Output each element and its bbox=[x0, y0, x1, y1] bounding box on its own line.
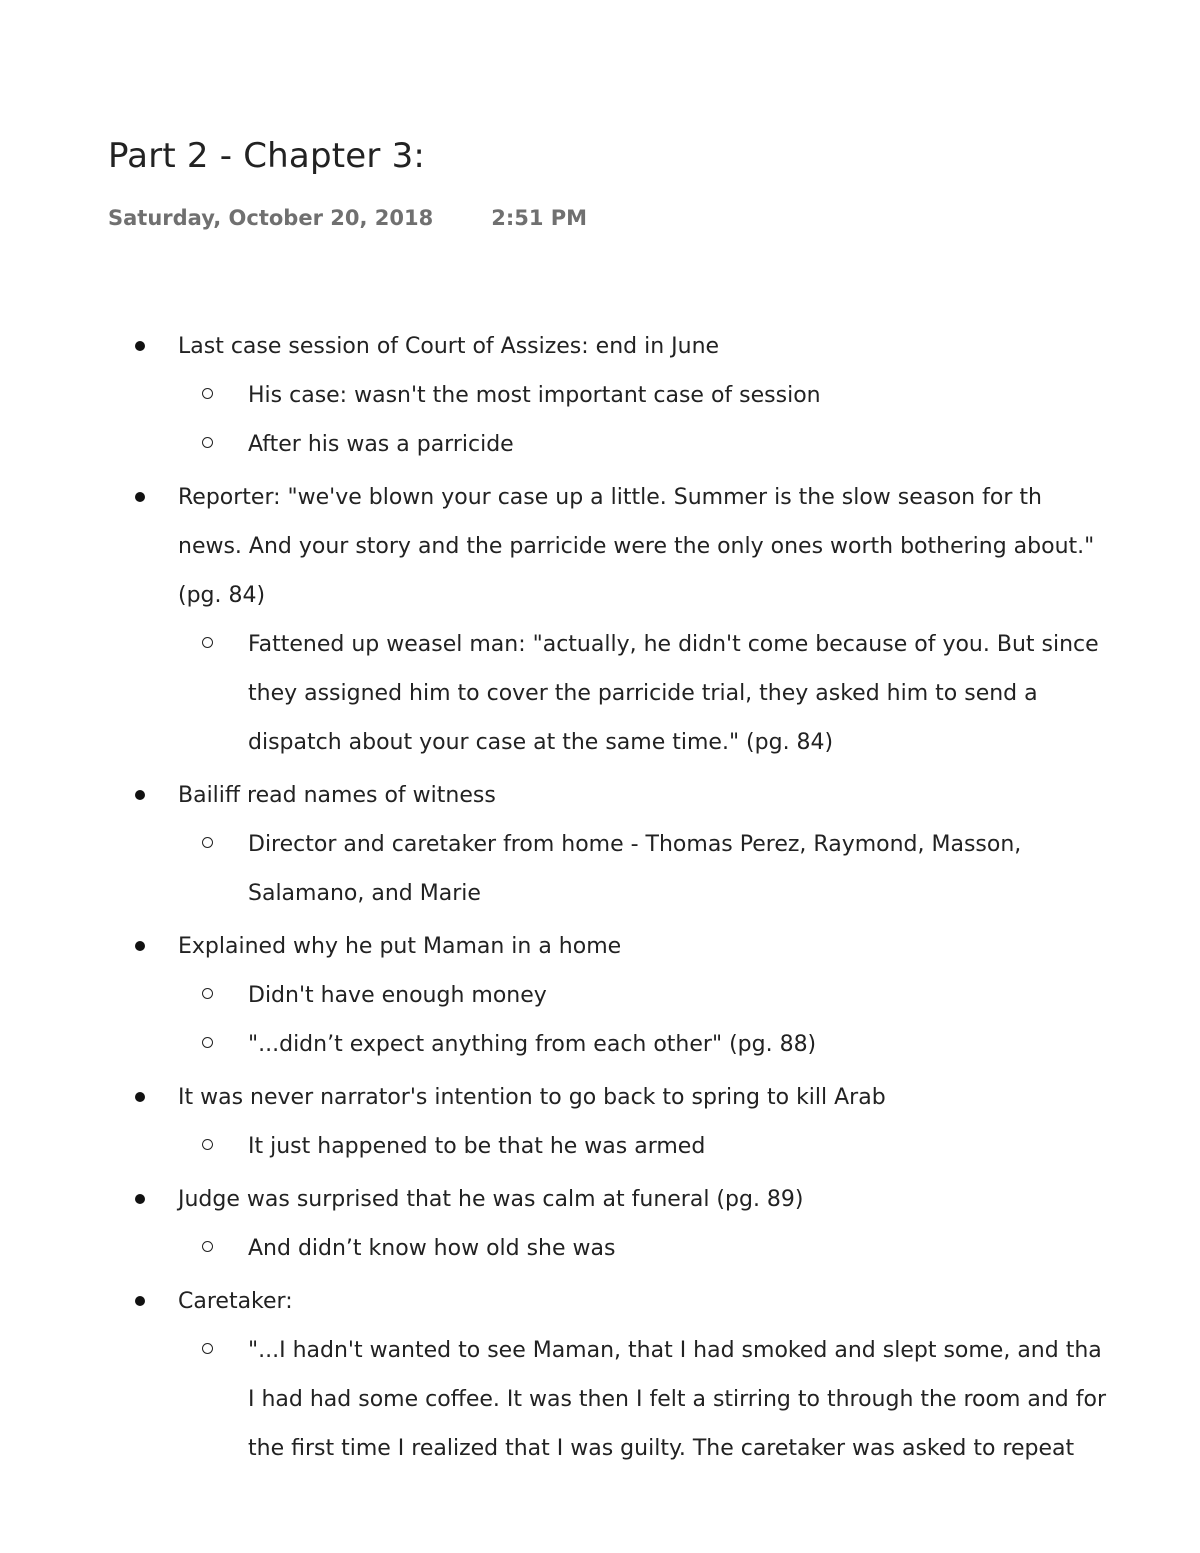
bullet-disc-icon bbox=[135, 341, 145, 351]
bullet-text-line: "...didn’t expect anything from each other" (pg. 88) bbox=[248, 1032, 817, 1057]
sub-bullet-item bbox=[0, 971, 1200, 1020]
bullet-disc-icon bbox=[135, 790, 145, 800]
bullet-text-line: Judge was surprised that he was calm at funeral (pg. 89) bbox=[178, 1187, 804, 1212]
bullet-text-line: the first time I realized that I was guilty. The caretaker was asked to repeat bbox=[248, 1436, 1075, 1461]
bullet-circle-icon bbox=[202, 837, 213, 848]
bullet-circle-icon bbox=[202, 1139, 213, 1150]
bullet-text-line: Caretaker: bbox=[178, 1289, 293, 1314]
bullet-text-line: After his was a parricide bbox=[248, 432, 514, 457]
sub-bullet-item bbox=[0, 1020, 1200, 1069]
bullet-circle-icon bbox=[202, 437, 213, 448]
bullet-text-line: It just happened to be that he was armed bbox=[248, 1134, 706, 1159]
note-timestamp bbox=[108, 206, 587, 230]
page-title: Part 2 - Chapter 3: bbox=[108, 136, 426, 176]
bullet-circle-icon bbox=[202, 1343, 213, 1354]
bullet-item bbox=[0, 322, 1200, 371]
bullet-text-line: Director and caretaker from home - Thomas Perez, Raymond, Masson, bbox=[248, 832, 1022, 857]
bullet-disc-icon bbox=[135, 1194, 145, 1204]
bullet-text-line: Fattened up weasel man: "actually, he didn't come because of you. But since bbox=[248, 632, 1099, 657]
notes-list bbox=[0, 318, 1200, 1473]
bullet-item bbox=[0, 771, 1200, 820]
bullet-item bbox=[0, 1073, 1200, 1122]
bullet-text-line: Reporter: "we've blown your case up a little. Summer is the slow season for th bbox=[178, 485, 1042, 510]
bullet-text-line: Last case session of Court of Assizes: end in June bbox=[178, 334, 720, 359]
bullet-disc-icon bbox=[135, 492, 145, 502]
bullet-item bbox=[0, 473, 1200, 620]
bullet-disc-icon bbox=[135, 1092, 145, 1102]
bullet-text-line: I had had some coffee. It was then I felt a stirring to through the room and for bbox=[248, 1387, 1107, 1412]
bullet-circle-icon bbox=[202, 1241, 213, 1252]
bullet-circle-icon bbox=[202, 388, 213, 399]
sub-bullet-item bbox=[0, 620, 1200, 767]
sub-bullet-item bbox=[0, 1122, 1200, 1171]
bullet-text-line: And didn’t know how old she was bbox=[248, 1236, 616, 1261]
bullet-circle-icon bbox=[202, 1037, 213, 1048]
bullet-text-line: dispatch about your case at the same time." (pg. 84) bbox=[248, 730, 834, 755]
note-time: 2:51 PM bbox=[491, 206, 588, 230]
bullet-disc-icon bbox=[135, 1296, 145, 1306]
bullet-text-line: Explained why he put Maman in a home bbox=[178, 934, 622, 959]
bullet-item bbox=[0, 1277, 1200, 1326]
bullet-text-line: Bailiff read names of witness bbox=[178, 783, 496, 808]
note-date: Saturday, October 20, 2018 bbox=[108, 206, 434, 230]
bullet-item bbox=[0, 922, 1200, 971]
sub-bullet-item bbox=[0, 420, 1200, 469]
bullet-text-line: His case: wasn't the most important case of session bbox=[248, 383, 821, 408]
bullet-text-line: It was never narrator's intention to go back to spring to kill Arab bbox=[178, 1085, 886, 1110]
bullet-disc-icon bbox=[135, 941, 145, 951]
bullet-text-line: news. And your story and the parricide were the only ones worth bothering about." bbox=[178, 534, 1095, 559]
sub-bullet-item bbox=[0, 1224, 1200, 1273]
bullet-text-line: Didn't have enough money bbox=[248, 983, 547, 1008]
bullet-text-line: (pg. 84) bbox=[178, 583, 266, 608]
sub-bullet-item bbox=[0, 371, 1200, 420]
bullet-circle-icon bbox=[202, 988, 213, 999]
sub-bullet-item bbox=[0, 820, 1200, 918]
bullet-text-line: Salamano, and Marie bbox=[248, 881, 481, 906]
sub-bullet-item bbox=[0, 1326, 1200, 1473]
bullet-text-line: they assigned him to cover the parricide trial, they asked him to send a bbox=[248, 681, 1038, 706]
bullet-circle-icon bbox=[202, 637, 213, 648]
bullet-item bbox=[0, 1175, 1200, 1224]
bullet-text-line: "...I hadn't wanted to see Maman, that I had smoked and slept some, and tha bbox=[248, 1338, 1102, 1363]
